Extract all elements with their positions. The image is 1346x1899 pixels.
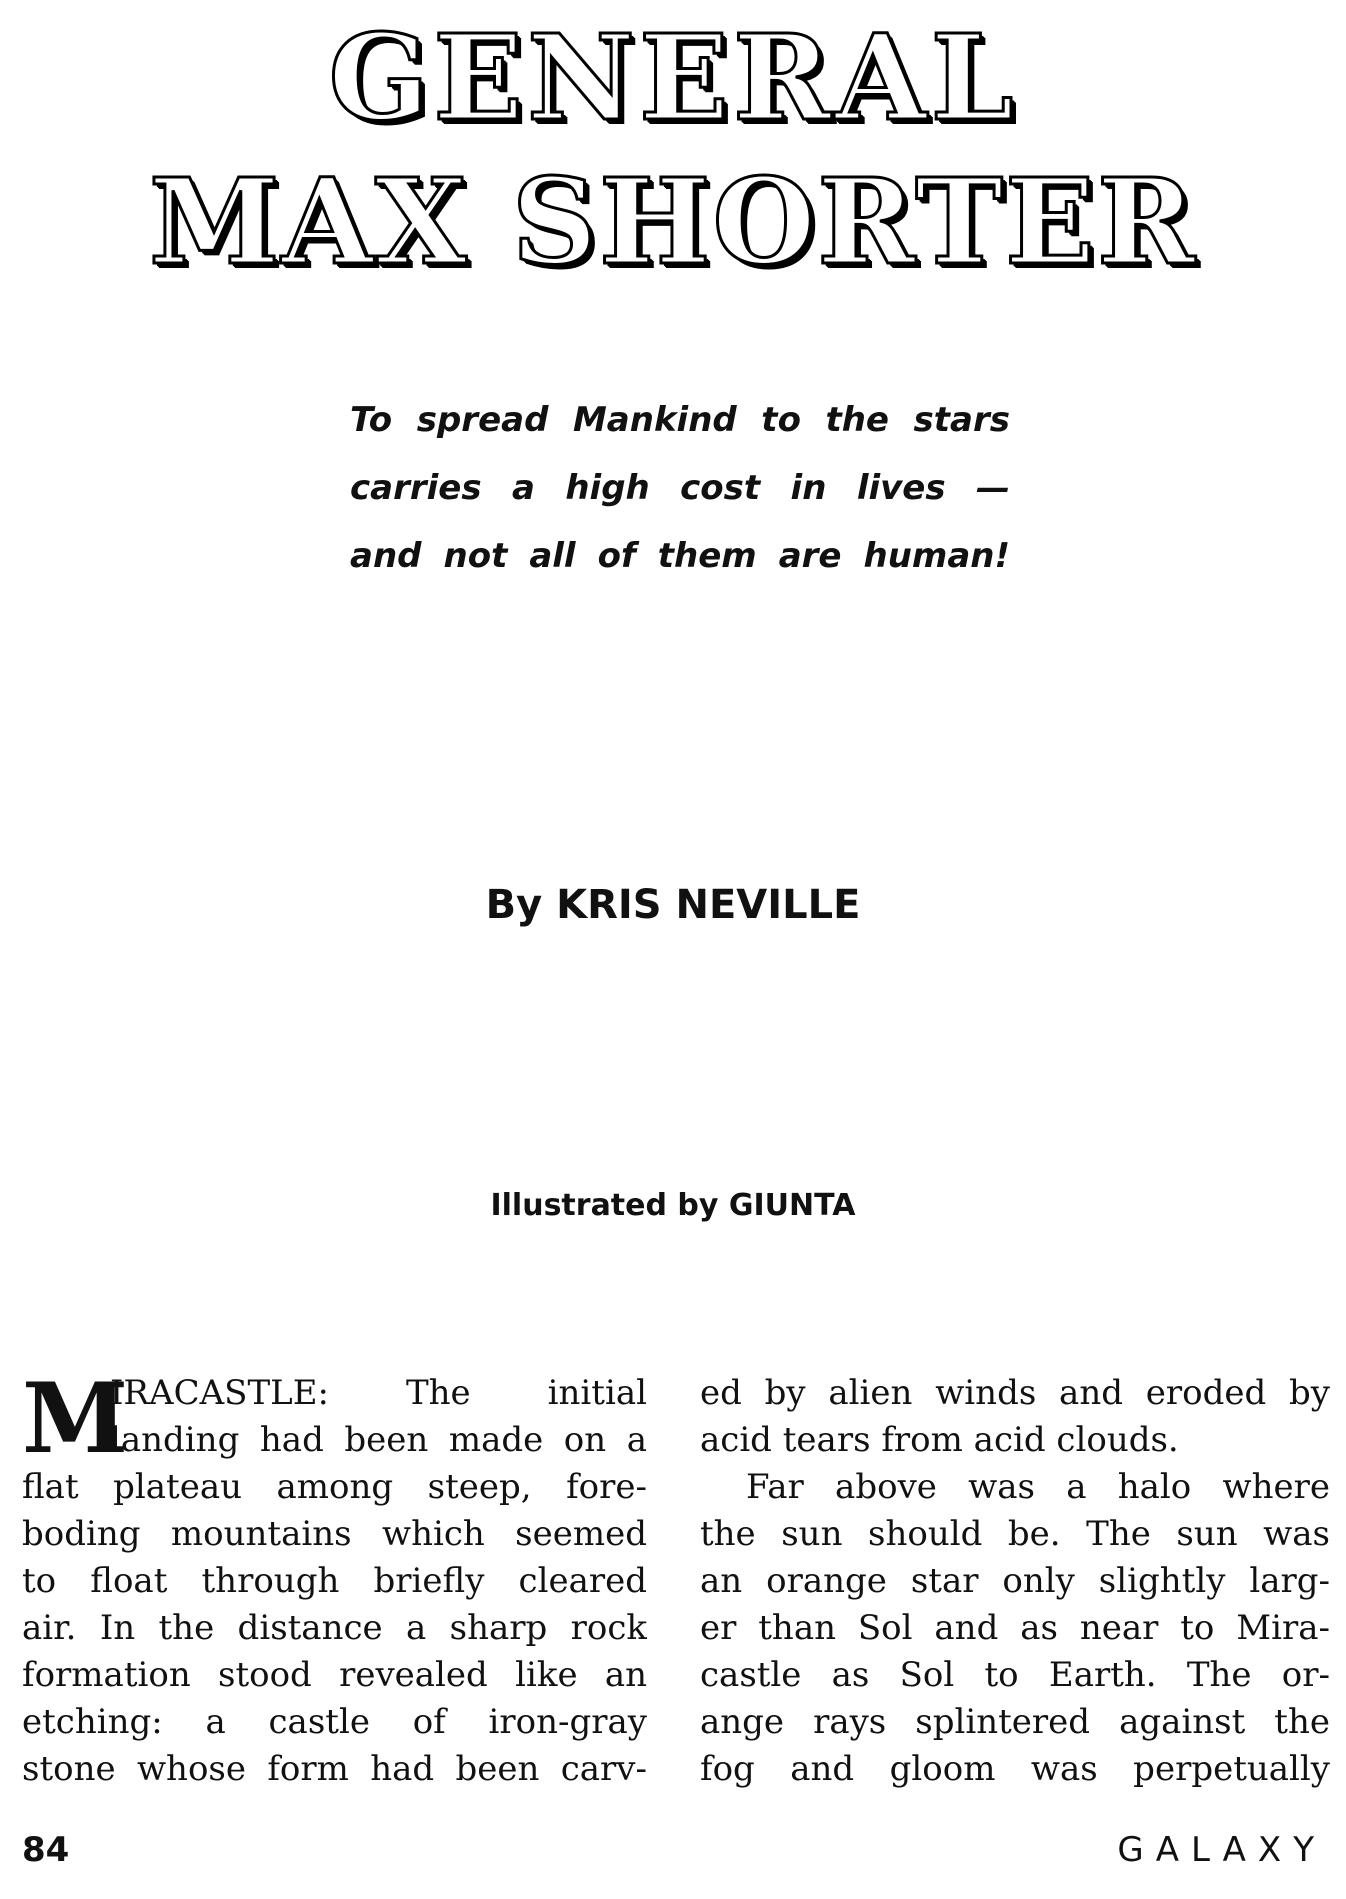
- body-line: the sun should be. The sun was: [700, 1514, 1330, 1554]
- body-line: er than Sol and as near to Mira-: [700, 1608, 1330, 1648]
- drop-cap: M: [22, 1362, 129, 1475]
- body-column-left: [22, 1362, 647, 1793]
- subtitle-line-2: carries a high cost in lives —: [350, 468, 1010, 508]
- body-column-right: [700, 1370, 1330, 1793]
- story-title-line-1: GENERAL: [328, 8, 1018, 147]
- body-line: Far above was a halo where: [746, 1467, 1330, 1507]
- body-line: formation stood revealed like an: [22, 1655, 647, 1695]
- body-line: air. In the distance a sharp rock: [22, 1608, 647, 1648]
- subtitle-line-1: To spread Mankind to the stars: [350, 400, 1010, 440]
- body-line: etching: a castle of iron-gray: [22, 1702, 647, 1742]
- body-line: ange rays splintered against the: [700, 1702, 1330, 1742]
- story-title-line-2: MAX SHORTER: [148, 152, 1198, 291]
- body-line: to float through briefly cleared: [22, 1561, 647, 1601]
- page-number: 84: [22, 1830, 70, 1870]
- body-line: ed by alien winds and eroded by: [700, 1373, 1330, 1413]
- body-line: boding mountains which seemed: [22, 1514, 647, 1554]
- body-line: castle as Sol to Earth. The or-: [700, 1655, 1330, 1695]
- author-byline: By KRIS NEVILLE: [485, 882, 861, 928]
- body-line: IRACASTLE: The initial: [110, 1373, 647, 1413]
- body-line: fog and gloom was perpetually: [700, 1749, 1330, 1789]
- body-line: stone whose form had been carv-: [22, 1749, 647, 1789]
- illustrator-credit: Illustrated by GIUNTA: [490, 1188, 856, 1223]
- body-line: acid tears from acid clouds.: [700, 1420, 1179, 1460]
- body-line: flat plateau among steep, fore-: [22, 1467, 647, 1507]
- subtitle-line-3: and not all of them are human!: [350, 536, 1010, 576]
- body-line: landing had been made on a: [110, 1420, 647, 1460]
- magazine-name: GALAXY: [1117, 1830, 1326, 1870]
- body-line: an orange star only slightly larg-: [700, 1561, 1330, 1601]
